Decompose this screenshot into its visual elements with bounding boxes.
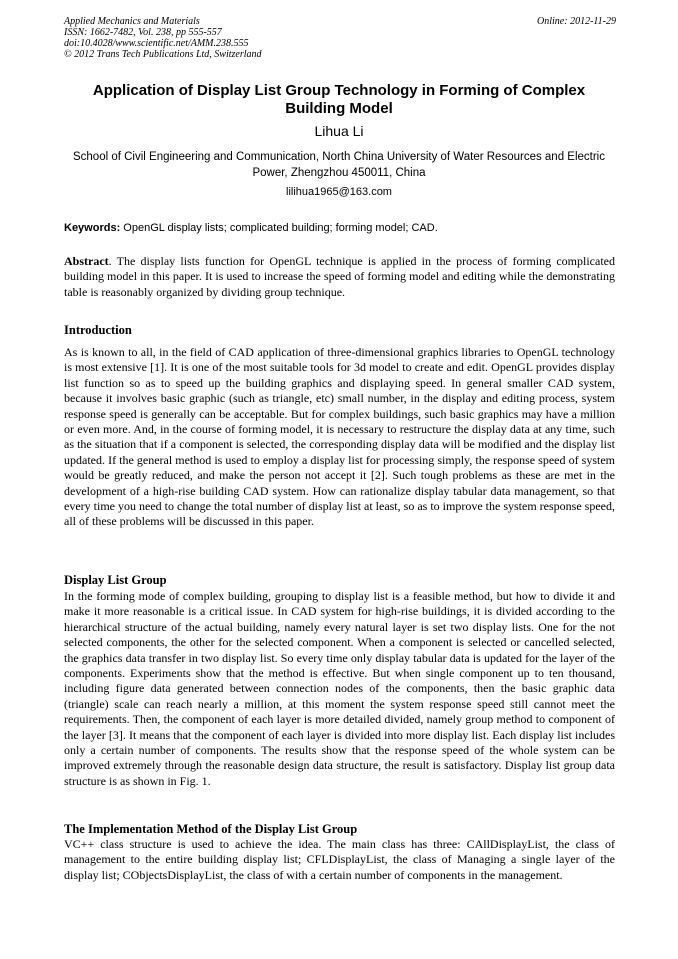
paper-title: Application of Display List Group Technology in Forming of Complex Building Model (92, 82, 586, 117)
section-heading-introduction: Introduction (64, 323, 132, 337)
section-heading-display-list-group: Display List Group (64, 573, 167, 587)
doi-line: doi:10.4028/www.scientific.net/AMM.238.555 (64, 38, 249, 49)
issn-line: ISSN: 1662-7482, Vol. 238, pp 555-557 (64, 27, 222, 38)
author-email: lilihua1965@163.com (286, 186, 392, 198)
section-heading-implementation: The Implementation Method of the Display List Group (64, 822, 358, 836)
author-name: Lihua Li (314, 123, 364, 139)
keywords (64, 221, 614, 235)
keywords-text: OpenGL display lists; complicated building; forming model; CAD. (120, 222, 438, 234)
journal-header (64, 16, 616, 60)
section-body-display-list-group: In the forming mode of complex building, grouping to display list is a feasible method, but how to divide it and make it more reasonable is a critical issue. In CAD system for high-rise buildings, it is divided according to the hierarchical structure of the actual building, namely every natural layer is set two display lists. One for the not selected components, the other for the selected component. When a component is selected or cancelled selected, the graphics data transfer in two display list. So every time only display tabular data is updated for the layer of the components. Experiments show that the method is effective. But when single component up to ten thousand, including figure data generated between connection nodes of the components, then the basic graphic data (triangle) scale can reach nearly a million, at this moment the system response speed still cannot meet the requirements. Then, the component of each layer is more detailed divided, namely group method to component of the layer [3]. It means that the component of each layer is divided into more display list. Each display list includes only a certain number of components. The results show that the response speed of the whole system can be improved extremely through the reasonable design data structure, the result is satisfactory. Display list group data structure is as shown in Fig. 1. (64, 589, 615, 788)
section-body-implementation: VC++ class structure is used to achieve the idea. The main class has three: CAllDisplayList, the class of management to the entire building display list; CFLDisplayList, the class of Managing a single layer of the display list; CObjectsDisplayList, the class of with a certain number of components in the management. (64, 837, 615, 882)
journal-name: Applied Mechanics and Materials (64, 16, 200, 27)
abstract (64, 254, 615, 300)
keywords-label: Keywords: (64, 222, 121, 234)
copyright-line: © 2012 Trans Tech Publications Ltd, Switzerland (64, 49, 262, 60)
abstract-text: . The display lists function for OpenGL technique is applied in the process of forming complicated building model in this paper. It is used to increase the speed of forming model and editing while the demonstrating table is reasonably organized by dividing group technique. (64, 254, 615, 299)
affiliation: School of Civil Engineering and Communication, North China University of Water Resources and Electric Power, Zhengzhou 450011, China (72, 151, 605, 179)
abstract-label: Abstract (64, 254, 109, 268)
section-body-introduction: As is known to all, in the field of CAD application of three-dimensional graphics libraries to OpenGL technology is most extensive [1]. It is one of the most suitable tools for 3d model to create and edit. OpenGL provides display list function so as to speed up the building graphics and displaying speed. In general smaller CAD system, because it involves basic graphic (such as triangle, etc) small number, in the display and editing process, system response speed is generally can be acceptable. But for complex buildings, such basic graphics may have a million or even more. And, in the course of forming model, it is necessary to restructure the display data at any time, such as the situation that if a component is selected, the corresponding display data will be modified and the display list updated. If the general method is used to employ a display list for processing simply, the response speed of system would be greatly reduced, and make the person not accept it [2]. Such tough problems as these are met in the development of a high-rise building CAD system. How can rationalize display tabular data management, so that every time you need to change the total number of display list at least, so as to improve the system response speed, all of these problems will be discussed in this paper. (64, 345, 615, 529)
online-date: Online: 2012-11-29 (537, 16, 616, 27)
